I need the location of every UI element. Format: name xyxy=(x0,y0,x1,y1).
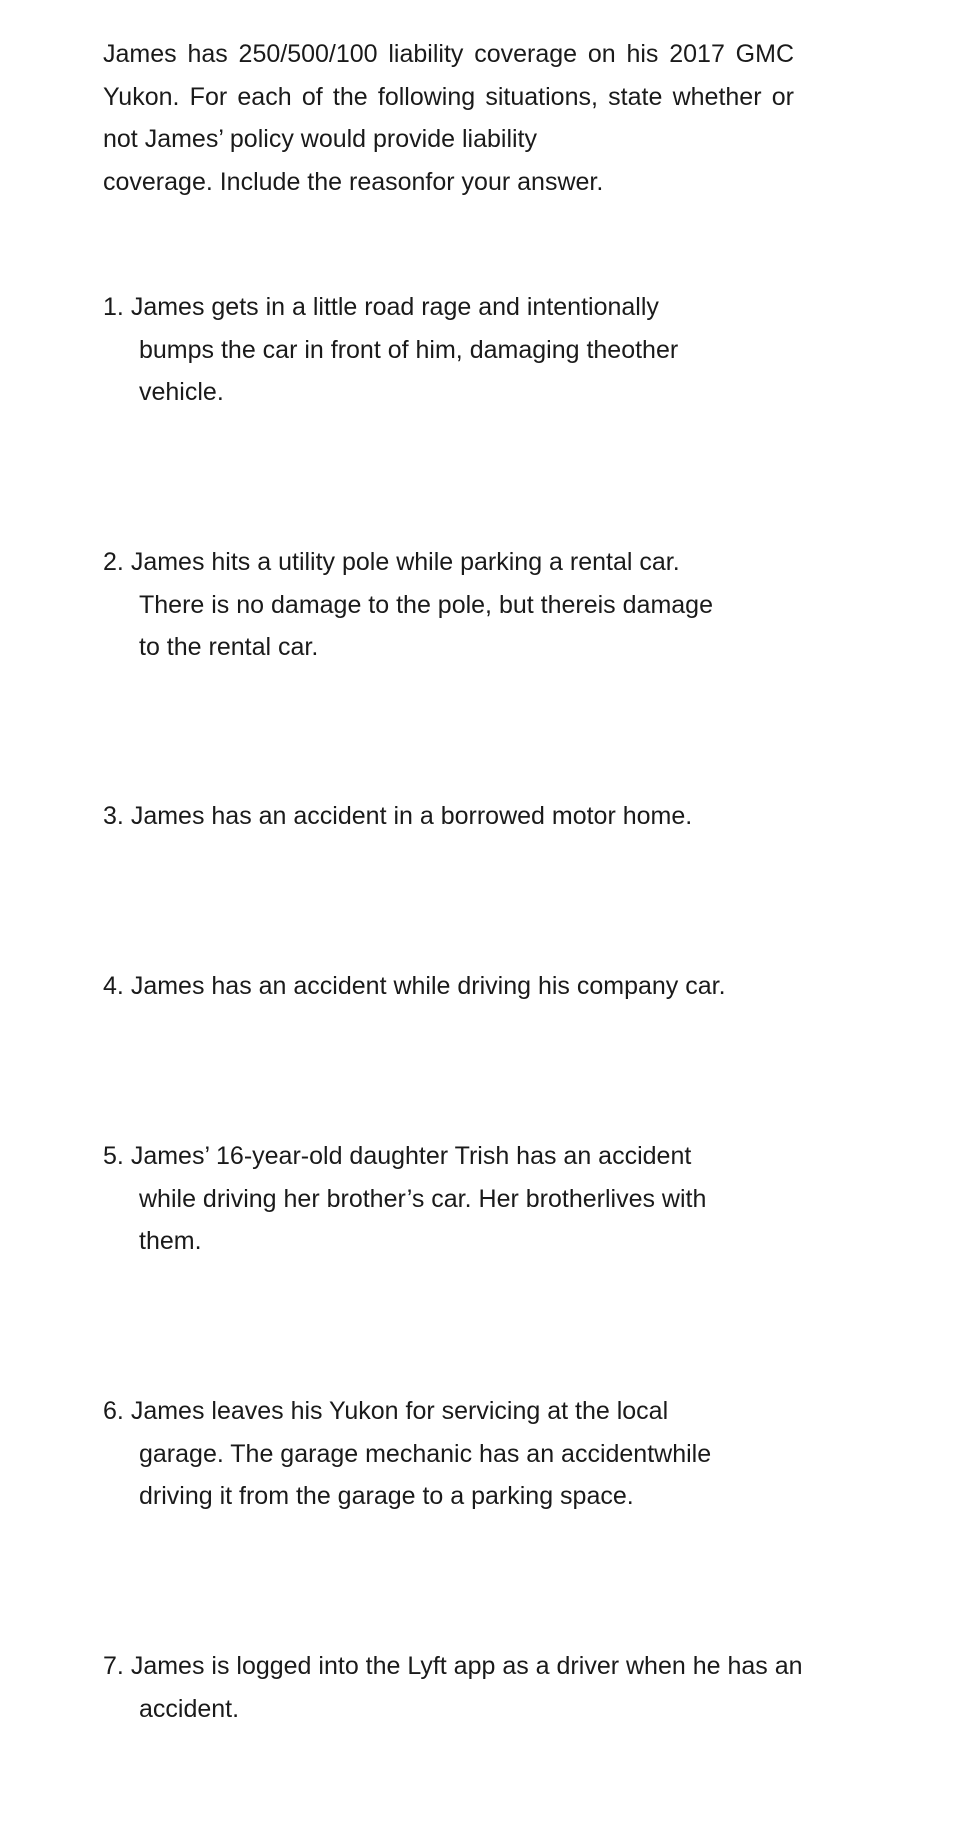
question-number: 4. xyxy=(103,972,124,1000)
question-5 xyxy=(103,1135,706,1263)
intro-line: James has 250/500/100 liability coverage on his 2017 xyxy=(103,40,725,68)
question-first-line xyxy=(103,286,678,329)
question-number: 5. xyxy=(103,1142,124,1170)
question-first-line xyxy=(103,541,713,584)
question-text-line: while driving her brother’s car. Her brotherlives with xyxy=(139,1184,707,1213)
intro-line: coverage. Include the reasonfor your answer. xyxy=(103,167,604,196)
question-6 xyxy=(103,1390,711,1518)
question-text-line: There is no damage to the pole, but thereis damage xyxy=(139,590,713,619)
question-text-line: garage. The garage mechanic has an accidentwhile xyxy=(139,1439,712,1468)
question-text-line: James leaves his Yukon for servicing at the local xyxy=(130,1397,669,1425)
question-text-line: James has an accident while driving his company car. xyxy=(130,972,726,1000)
intro-paragraph xyxy=(103,33,794,203)
question-1 xyxy=(103,286,678,414)
question-text-line: accident. xyxy=(139,1694,240,1723)
question-text-line: James hits a utility pole while parking a rental car. xyxy=(130,548,680,576)
question-text-line: James gets in a little road rage and intentionally xyxy=(130,293,659,321)
question-text-line: James is logged into the Lyft app as a driver when he has an xyxy=(130,1652,803,1680)
question-first-line xyxy=(103,1390,711,1433)
question-first-line xyxy=(103,795,692,838)
question-text-line: driving it from the garage to a parking space. xyxy=(139,1482,634,1510)
question-number: 3. xyxy=(103,802,124,830)
question-text-line: James has an accident in a borrowed motor home. xyxy=(130,802,693,830)
question-text-line: bumps the car in front of him, damaging theother xyxy=(139,335,679,364)
question-text-line: them. xyxy=(139,1227,202,1255)
question-number: 6. xyxy=(103,1397,124,1425)
intro-line: GMC Yukon. For each of the following situations, state xyxy=(103,40,794,111)
intro-line: whether or not James’ policy would provide liability xyxy=(103,82,794,153)
question-4 xyxy=(103,965,726,1008)
question-text-line: James’ 16-year-old daughter Trish has an accident xyxy=(130,1142,692,1170)
question-number: 1. xyxy=(103,293,124,321)
question-first-line xyxy=(103,965,726,1008)
question-first-line xyxy=(103,1135,706,1178)
question-number: 2. xyxy=(103,548,124,576)
question-text-line: vehicle. xyxy=(139,378,224,406)
question-first-line xyxy=(103,1645,803,1688)
question-text-line: to the rental car. xyxy=(139,633,319,661)
question-3 xyxy=(103,795,692,838)
question-7 xyxy=(103,1645,803,1730)
question-number: 7. xyxy=(103,1652,124,1680)
question-2 xyxy=(103,541,713,669)
